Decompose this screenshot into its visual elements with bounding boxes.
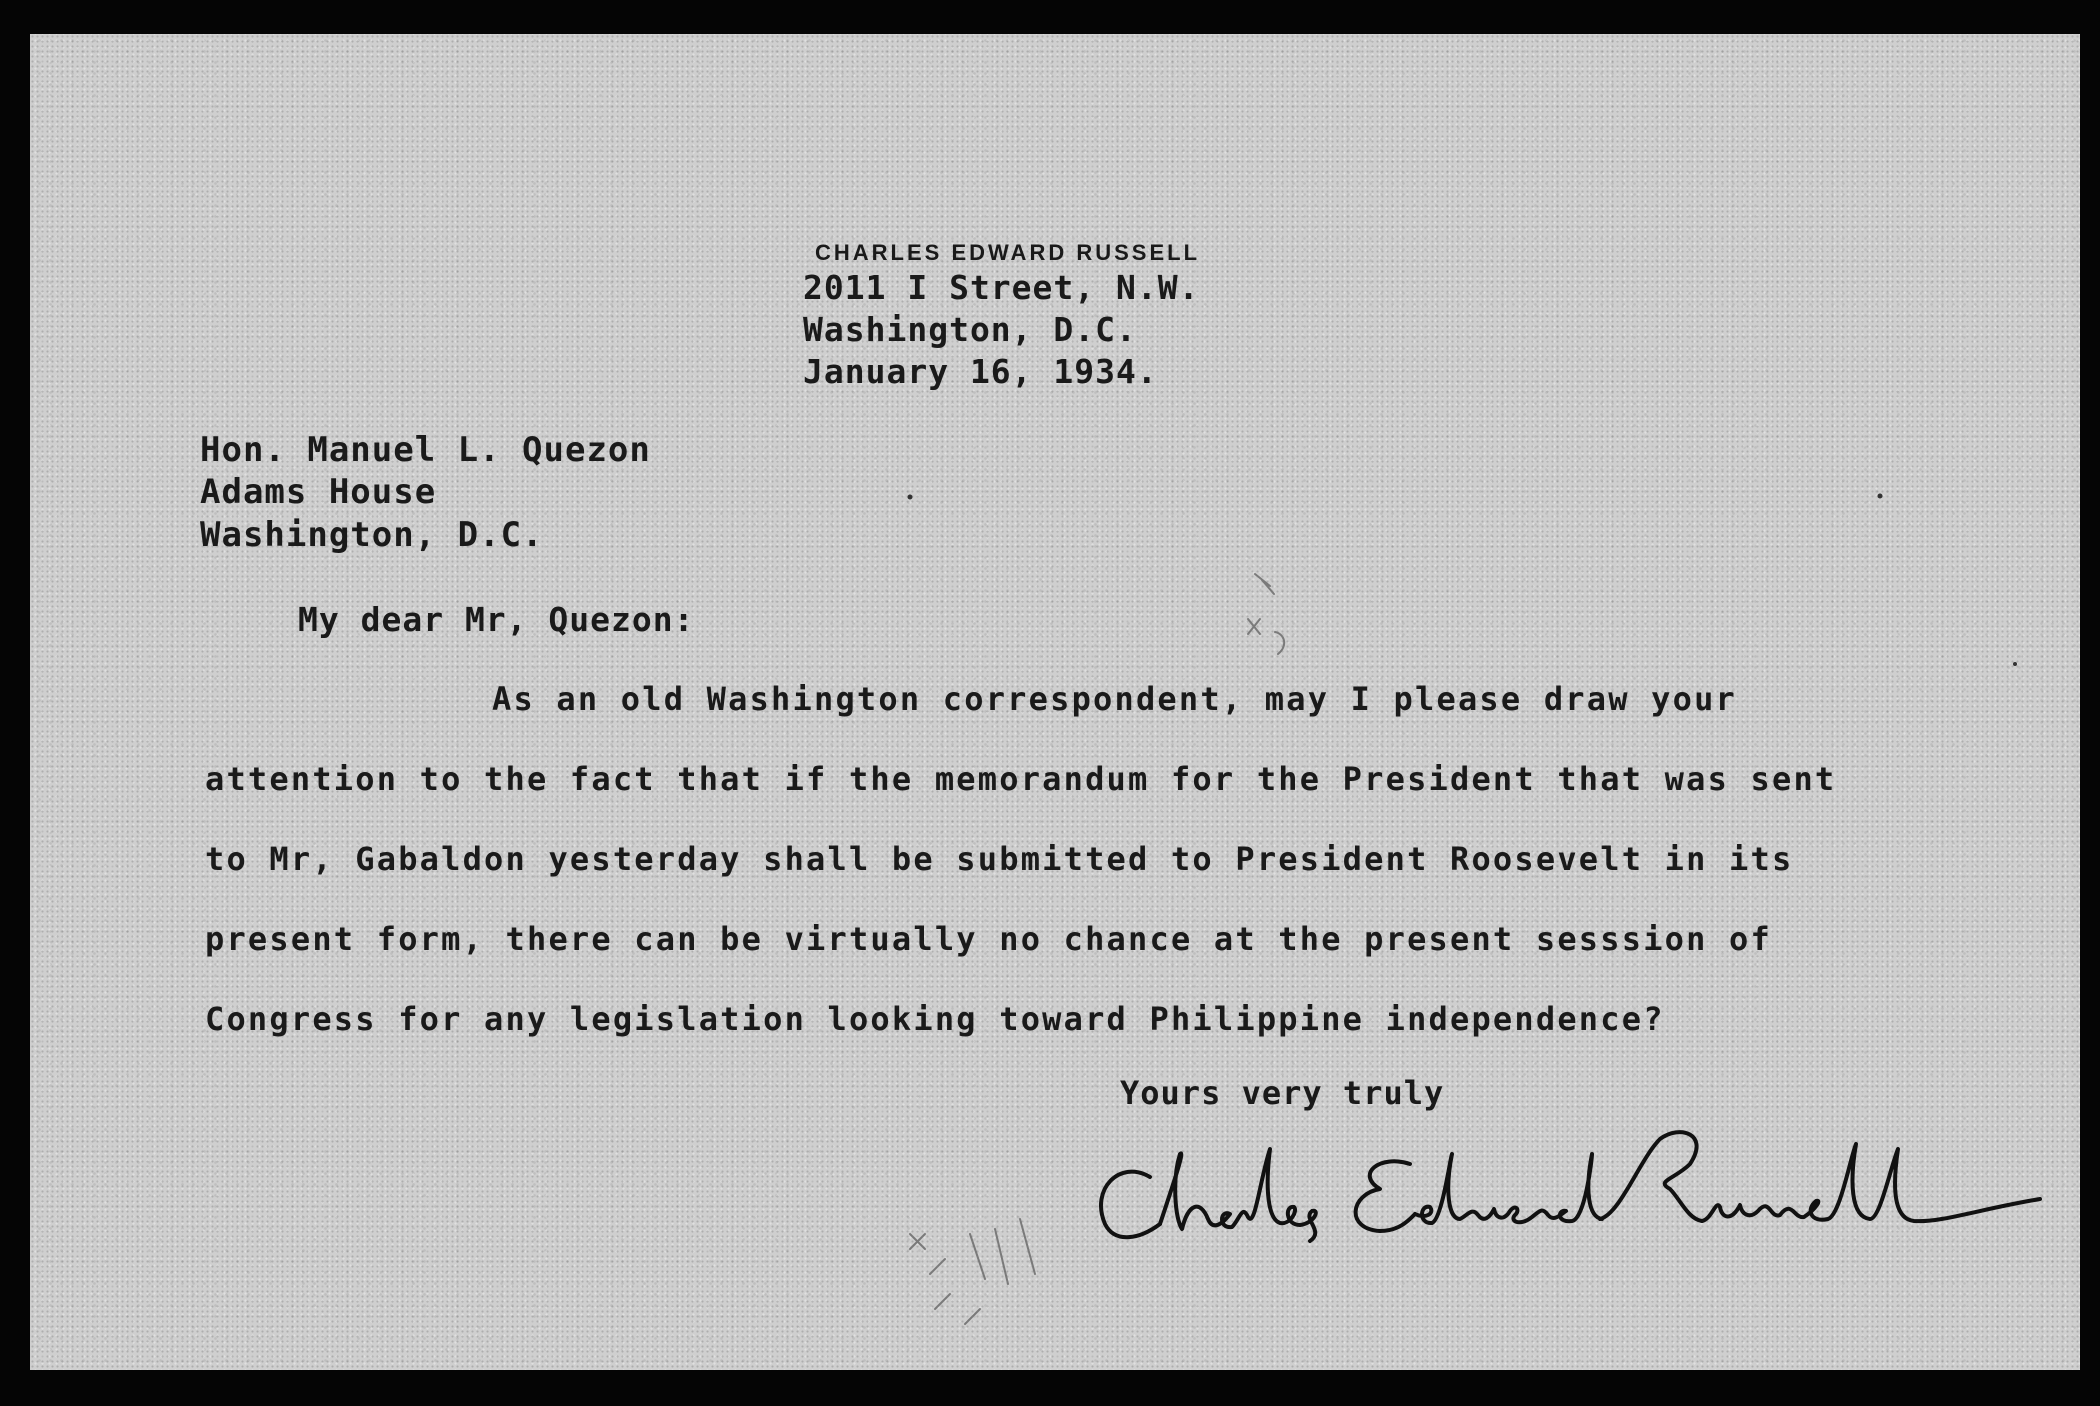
signature xyxy=(1080,1119,2070,1269)
letter-paper xyxy=(30,34,2080,1370)
sender-city: Washington, D.C. xyxy=(803,310,1137,349)
body-line: attention to the fact that if the memorandum for the President that was sent xyxy=(205,760,1837,798)
salutation: My dear Mr, Quezon: xyxy=(298,600,695,639)
closing: Yours very truly xyxy=(1120,1074,1445,1112)
body-line: to Mr, Gabaldon yesterday shall be submitted to President Roosevelt in its xyxy=(205,840,1794,878)
letterhead-name: CHARLES EDWARD RUSSELL xyxy=(815,240,1201,265)
body-line: present form, there can be virtually no chance at the present sesssion of xyxy=(205,920,1772,958)
sender-street: 2011 I Street, N.W. xyxy=(803,268,1200,307)
body-line: Congress for any legislation looking toward Philippine independence? xyxy=(205,1000,1665,1038)
recipient-name: Hon. Manuel L. Quezon xyxy=(200,430,651,470)
recipient-address: Adams House xyxy=(200,472,437,512)
letter-date: January 16, 1934. xyxy=(803,352,1158,391)
recipient-city: Washington, D.C. xyxy=(200,515,544,555)
body-line: As an old Washington correspondent, may I please draw your xyxy=(492,680,1738,718)
